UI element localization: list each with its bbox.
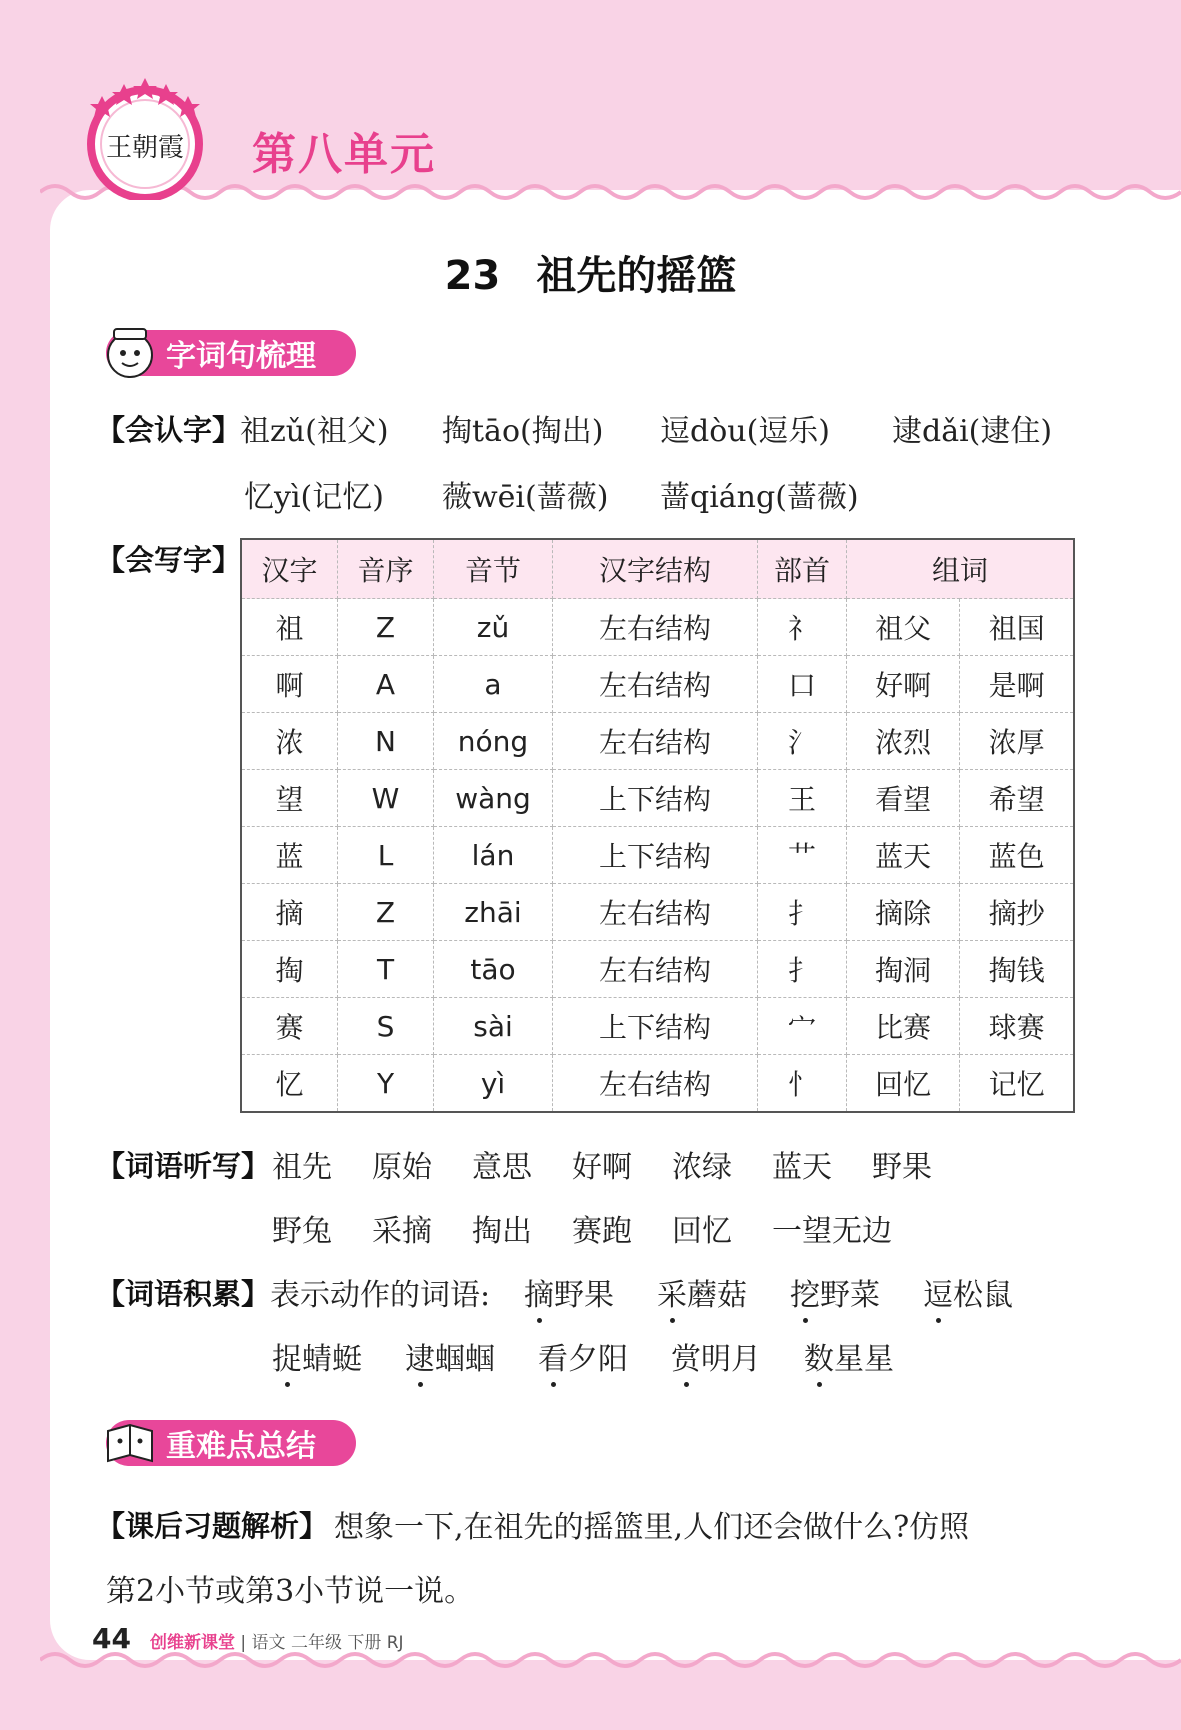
table-row [241,827,1074,884]
table-row [241,941,1074,998]
word-item: 掏出 [472,1214,532,1249]
table-cell: L [338,827,434,884]
table-cell: 望 [241,770,338,827]
svg-text:王朝霞: 王朝霞 [105,133,185,163]
table-cell: S [338,998,434,1055]
table-cell: 忆 [241,1055,338,1113]
recognize-item: 掏tāo(掏出) [442,414,604,449]
exercise-label: 【课后习题解析】 [96,1509,329,1543]
header-cell: 汉字 [241,539,338,599]
table-cell: Z [338,599,434,656]
table-cell: 祖 [241,599,338,656]
word-item [405,1334,495,1378]
table-cell: 祖父 [847,599,960,656]
table-cell: 礻 [758,599,847,656]
table-cell: a [434,656,553,713]
table-row [241,998,1074,1055]
word-item [790,1270,880,1314]
section-header-vocab [106,330,356,376]
table-row [241,599,1074,656]
write-label: 【会写字】 [96,543,242,577]
recognize-label: 【会认字】 [96,413,242,447]
table-cell: 浓烈 [847,713,960,770]
table-cell: 摘 [241,884,338,941]
table-cell: zhāi [434,884,553,941]
section-header-key-points [106,1420,356,1466]
word-item: 赛跑 [572,1214,632,1249]
emphasized-char: 逗 [923,1278,953,1313]
emphasized-char: 摘 [524,1278,554,1313]
book-mascot-icon [100,1413,160,1473]
table-row [241,770,1074,827]
emphasized-char: 看 [538,1342,568,1377]
table-cell: 是啊 [960,656,1074,713]
recognize-item: 逮dǎi(逮住) [892,414,1053,449]
word-item: 意思 [472,1150,532,1185]
section-title: 重难点总结 [166,1429,316,1464]
accumulate-intro: 表示动作的词语: [270,1278,491,1313]
table-cell: 浓厚 [960,713,1074,770]
section-title: 字词句梳理 [166,339,316,374]
header-cell: 汉字结构 [553,539,758,599]
table-cell: nóng [434,713,553,770]
table-cell: 蓝天 [847,827,960,884]
table-cell: 扌 [758,884,847,941]
table-cell: 左右结构 [553,884,758,941]
table-cell: 扌 [758,941,847,998]
table-row [241,1055,1074,1113]
word-rest: 夕阳 [568,1342,628,1377]
word-item: 回忆 [672,1214,732,1249]
table-cell: 啊 [241,656,338,713]
table-cell: 宀 [758,998,847,1055]
table-cell: 好啊 [847,656,960,713]
word-item: 野果 [872,1150,932,1185]
header-cell: 音节 [434,539,553,599]
table-cell: 上下结构 [553,998,758,1055]
table-cell: 王 [758,770,847,827]
character-table [240,538,1075,1113]
table-cell: 希望 [960,770,1074,827]
table-cell: 比赛 [847,998,960,1055]
word-item: 浓绿 [672,1150,732,1185]
footer-details: | 语文 二年级 下册 RJ [240,1633,404,1653]
word-item: 祖先 [272,1150,332,1185]
table-row [241,713,1074,770]
table-cell: 口 [758,656,847,713]
word-rest: 星星 [834,1342,894,1377]
lesson-name: 祖先的摇篮 [536,253,737,299]
table-cell: 蓝色 [960,827,1074,884]
word-item: 原始 [372,1150,432,1185]
table-cell: 摘抄 [960,884,1074,941]
table-cell: W [338,770,434,827]
word-rest: 蘑菇 [687,1278,747,1313]
word-item: 采摘 [372,1214,432,1249]
table-cell: Y [338,1055,434,1113]
word-rest: 蜻蜓 [302,1342,362,1377]
header-cell: 音序 [338,539,434,599]
word-item [657,1270,747,1314]
exercise-text: 想象一下,在祖先的摇篮里,人们还会做什么?仿照 [334,1510,970,1545]
word-rest: 野果 [554,1278,614,1313]
table-cell: T [338,941,434,998]
table-cell: 上下结构 [553,770,758,827]
table-row [241,884,1074,941]
word-rest: 蝈蝈 [435,1342,495,1377]
lesson-title [0,244,1181,301]
table-cell: 掏 [241,941,338,998]
wave-border-top [40,180,1181,204]
page-number: 44 [92,1622,131,1655]
header-cell: 组词 [847,539,1075,599]
word-item: 一望无边 [772,1214,892,1249]
table-cell: 左右结构 [553,1055,758,1113]
table-cell: 祖国 [960,599,1074,656]
table-cell: wàng [434,770,553,827]
mascot-icon [100,323,160,383]
word-rest: 松鼠 [953,1278,1013,1313]
table-cell: Z [338,884,434,941]
table-cell: 球赛 [960,998,1074,1055]
table-cell: 蓝 [241,827,338,884]
brand-logo [82,74,208,200]
table-cell: 左右结构 [553,713,758,770]
table-row [241,656,1074,713]
table-cell: 艹 [758,827,847,884]
emphasized-char: 数 [804,1342,834,1377]
emphasized-char: 采 [657,1278,687,1313]
table-cell: 赛 [241,998,338,1055]
footer-brand: 创维新课堂 [150,1633,235,1653]
word-item [524,1270,614,1314]
footer-info [150,1628,404,1653]
table-cell: 左右结构 [553,941,758,998]
unit-title: 第八单元 [252,129,436,180]
emphasized-char: 捉 [272,1342,302,1377]
word-item [538,1334,628,1378]
emphasized-char: 赏 [671,1342,701,1377]
word-item [804,1334,894,1378]
word-item: 野兔 [272,1214,332,1249]
table-cell: 掏洞 [847,941,960,998]
recognize-item: 逗dòu(逗乐) [660,414,830,449]
table-cell: 掏钱 [960,941,1074,998]
emphasized-char: 逮 [405,1342,435,1377]
word-item: 好啊 [572,1150,632,1185]
word-rest: 明月 [701,1342,761,1377]
table-cell: N [338,713,434,770]
emphasized-char: 挖 [790,1278,820,1313]
recognize-item: 蔷qiáng(蔷薇) [660,480,859,515]
table-cell: 氵 [758,713,847,770]
word-item [272,1334,362,1378]
table-cell: tāo [434,941,553,998]
word-item: 蓝天 [772,1150,832,1185]
table-cell: sài [434,998,553,1055]
table-cell: yì [434,1055,553,1113]
table-header-row [241,539,1074,599]
word-item [923,1270,1013,1314]
accumulate-label: 【词语积累】 [96,1277,271,1311]
table-cell: 摘除 [847,884,960,941]
table-cell: zǔ [434,599,553,656]
recognize-item: 薇wēi(蔷薇) [442,480,609,515]
recognize-item: 忆yì(记忆) [244,480,384,515]
table-cell: 看望 [847,770,960,827]
table-cell: 回忆 [847,1055,960,1113]
table-cell: 上下结构 [553,827,758,884]
table-cell: 浓 [241,713,338,770]
table-cell: 左右结构 [553,599,758,656]
header-cell: 部首 [758,539,847,599]
table-cell: 记忆 [960,1055,1074,1113]
exercise-text: 第2小节或第3小节说一说。 [106,1574,475,1609]
word-rest: 野菜 [820,1278,880,1313]
word-item [671,1334,761,1378]
recognize-item: 祖zǔ(祖父) [240,414,389,449]
table-cell: 忄 [758,1055,847,1113]
table-cell: lán [434,827,553,884]
lesson-number: 23 [444,253,501,299]
dictation-label: 【词语听写】 [96,1149,271,1183]
table-cell: A [338,656,434,713]
table-cell: 左右结构 [553,656,758,713]
